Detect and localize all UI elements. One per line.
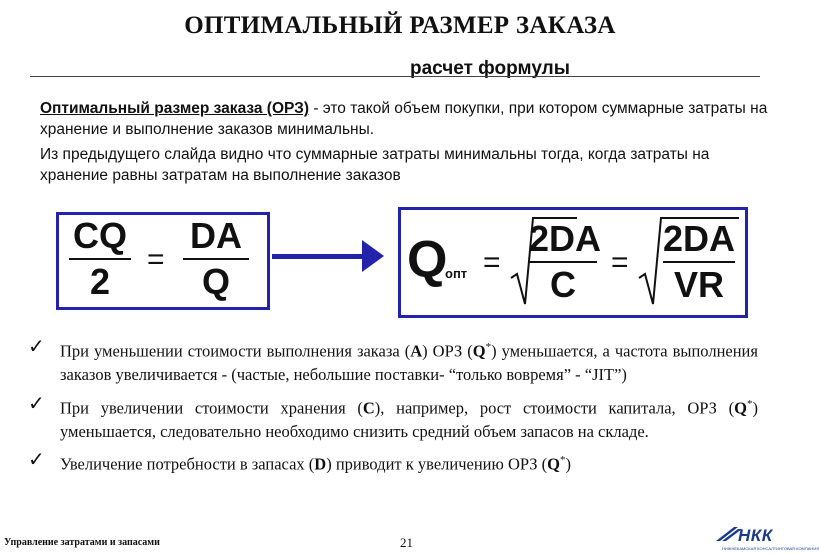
footer-course-title: Управление затратами и запасами [4,537,160,548]
bullet-text: ) приводит к увеличению ОРЗ ( [326,454,548,474]
bullet-list [28,336,758,482]
denominator: Q [201,261,230,302]
list-item [28,449,758,476]
denominator: 2 [89,261,111,302]
title-divider [30,76,760,77]
checkmark-icon: ✓ [28,449,45,471]
fraction-2da-c [529,218,602,305]
q-subscript: опт [445,266,468,281]
term-orz: Оптимальный размер заказа (ОРЗ) [40,100,310,117]
page-number: 21 [400,535,413,550]
list-item [28,393,758,444]
numerator: 2DA [529,218,602,259]
denominator: VR [673,264,724,305]
logo-wordmark: НКК [738,526,773,545]
explanation-paragraph: Из предыдущего слайда видно что суммарные затраты минимальны тогда, когда затраты на хранение равны затратам на выполнение заказов [40,146,710,184]
optimal-order-formula-box [398,207,748,318]
fraction-da-q [183,217,249,301]
equals-sign-2: = [611,246,629,279]
numerator: 2DA [663,218,736,259]
fraction-cq-2 [69,217,131,301]
arrow-shaft [272,254,364,259]
bullet-symbol: А [410,341,423,361]
bullet-text: При уменьшении стоимости выполнения заказа ( [60,341,411,361]
logo-tagline: НИЖНЕКАМСКАЯ КОНСАЛТИНГОВАЯ КОМПАНИЯ [722,546,819,551]
list-item [28,336,758,387]
bullet-text: Увеличение потребности в запасах ( [60,454,315,474]
denominator: C [550,264,576,305]
intro-text [40,98,770,190]
fraction-bar [663,261,735,263]
equals-sign: = [147,243,165,276]
bullet-symbol: С [362,398,375,417]
fraction-bar [183,258,249,260]
superscript: * [559,454,566,466]
bullet-text: ), например, рост стоимости капитала, ОРЗ ( [374,398,735,417]
definition-text: - это такой объем покупки, при котором суммарные затраты на хранение и выполнение заказов минимальны. [40,100,768,138]
slide-subtitle: расчет формулы [410,58,570,79]
superscript: * [485,341,492,353]
equals-sign-1: = [483,246,501,279]
numerator: DA [190,215,242,256]
checkmark-icon: ✓ [28,392,45,415]
equality-formula-box [56,212,270,310]
arrow-right-icon [362,240,384,272]
bullet-symbol: D [314,454,327,474]
bullet-symbol: Q [547,454,560,474]
bullet-text: ) уменьшается, следовательно необходимо снизить средний объем запасов на складе. [60,398,758,441]
fraction-bar [529,261,597,263]
bullet-text: ) уменьшается, а частота выполнения заказов увеличивается - (частые, небольшие поставки- “только вовремя” - “JIT”) [60,341,758,384]
numerator: CQ [73,215,127,256]
definition-paragraph [40,98,770,140]
bullet-text: При увеличении стоимости хранения ( [60,398,363,417]
bullet-text: ) ОРЗ ( [422,341,473,361]
fraction-bar [69,258,131,260]
slide-title: ОПТИМАЛЬНЫЙ РАЗМЕР ЗАКАЗА [184,12,616,39]
q-symbol: Q [407,231,448,289]
superscript: * [746,397,753,410]
bullet-symbol: Q [734,398,747,417]
fraction-2da-vr [663,220,735,304]
bullet-symbol: Q [472,341,486,361]
checkmark-icon: ✓ [28,336,45,358]
bullet-text: ) [565,454,571,474]
